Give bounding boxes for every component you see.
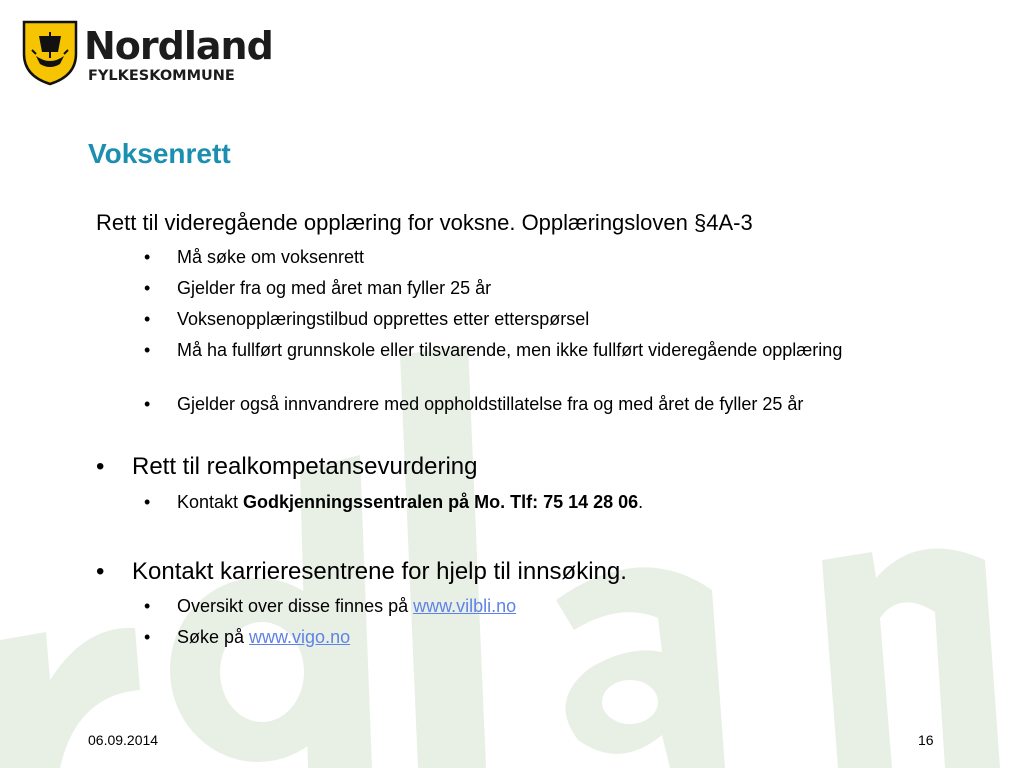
bullet: • [144,340,151,360]
list-item-text: Må ha fullført grunnskole eller tilsvarende, men ikke fullført videregående opplæring [177,340,843,360]
list-item-text: Gjelder også innvandrere med oppholdstillatelse fra og med året de fyller 25 år [177,394,804,414]
logo-subtitle: FYLKESKOMMUNE [88,68,235,84]
bullet: • [96,453,105,480]
page-number: 16 [918,732,934,748]
bullet: • [144,627,151,647]
slide-title: Voksenrett [88,138,231,169]
bullet: • [144,309,151,329]
list-item-prefix: Søke på [177,627,250,647]
list-item-prefix: Oversikt over disse finnes på [177,596,414,616]
vilbli-link[interactable]: www.vilbli.no [413,596,517,616]
list-item-text: Voksenopplæringstilbud opprettes etter etterspørsel [177,309,590,329]
bullet: • [144,492,151,512]
bullet: • [144,278,151,298]
list-item-text: Må søke om voksenrett [177,247,365,267]
contact-details: Godkjenningssentralen på Mo. Tlf: 75 14 28 06 [243,492,639,512]
bullet: • [96,558,105,585]
section1-heading: Rett til videregående opplæring for voksne. Opplæringsloven §4A-3 [96,210,753,235]
bullet: • [144,247,151,267]
logo-wordmark: Nordland [84,24,273,68]
section3-heading: Kontakt karrieresentrene for hjelp til innsøking. [132,558,627,585]
list-item-text [177,595,977,617]
contact-prefix: Kontakt [177,492,244,512]
bullet: • [144,596,151,616]
vigo-link[interactable]: www.vigo.no [249,627,351,647]
list-item-text: Gjelder fra og med året man fyller 25 år [177,278,492,298]
footer-date: 06.09.2014 [88,732,159,748]
list-item-text [177,626,977,648]
contact-text [177,491,977,513]
bullet: • [144,394,151,414]
section2-heading: Rett til realkompetansevurdering [132,453,478,480]
contact-suffix: . [638,492,644,512]
